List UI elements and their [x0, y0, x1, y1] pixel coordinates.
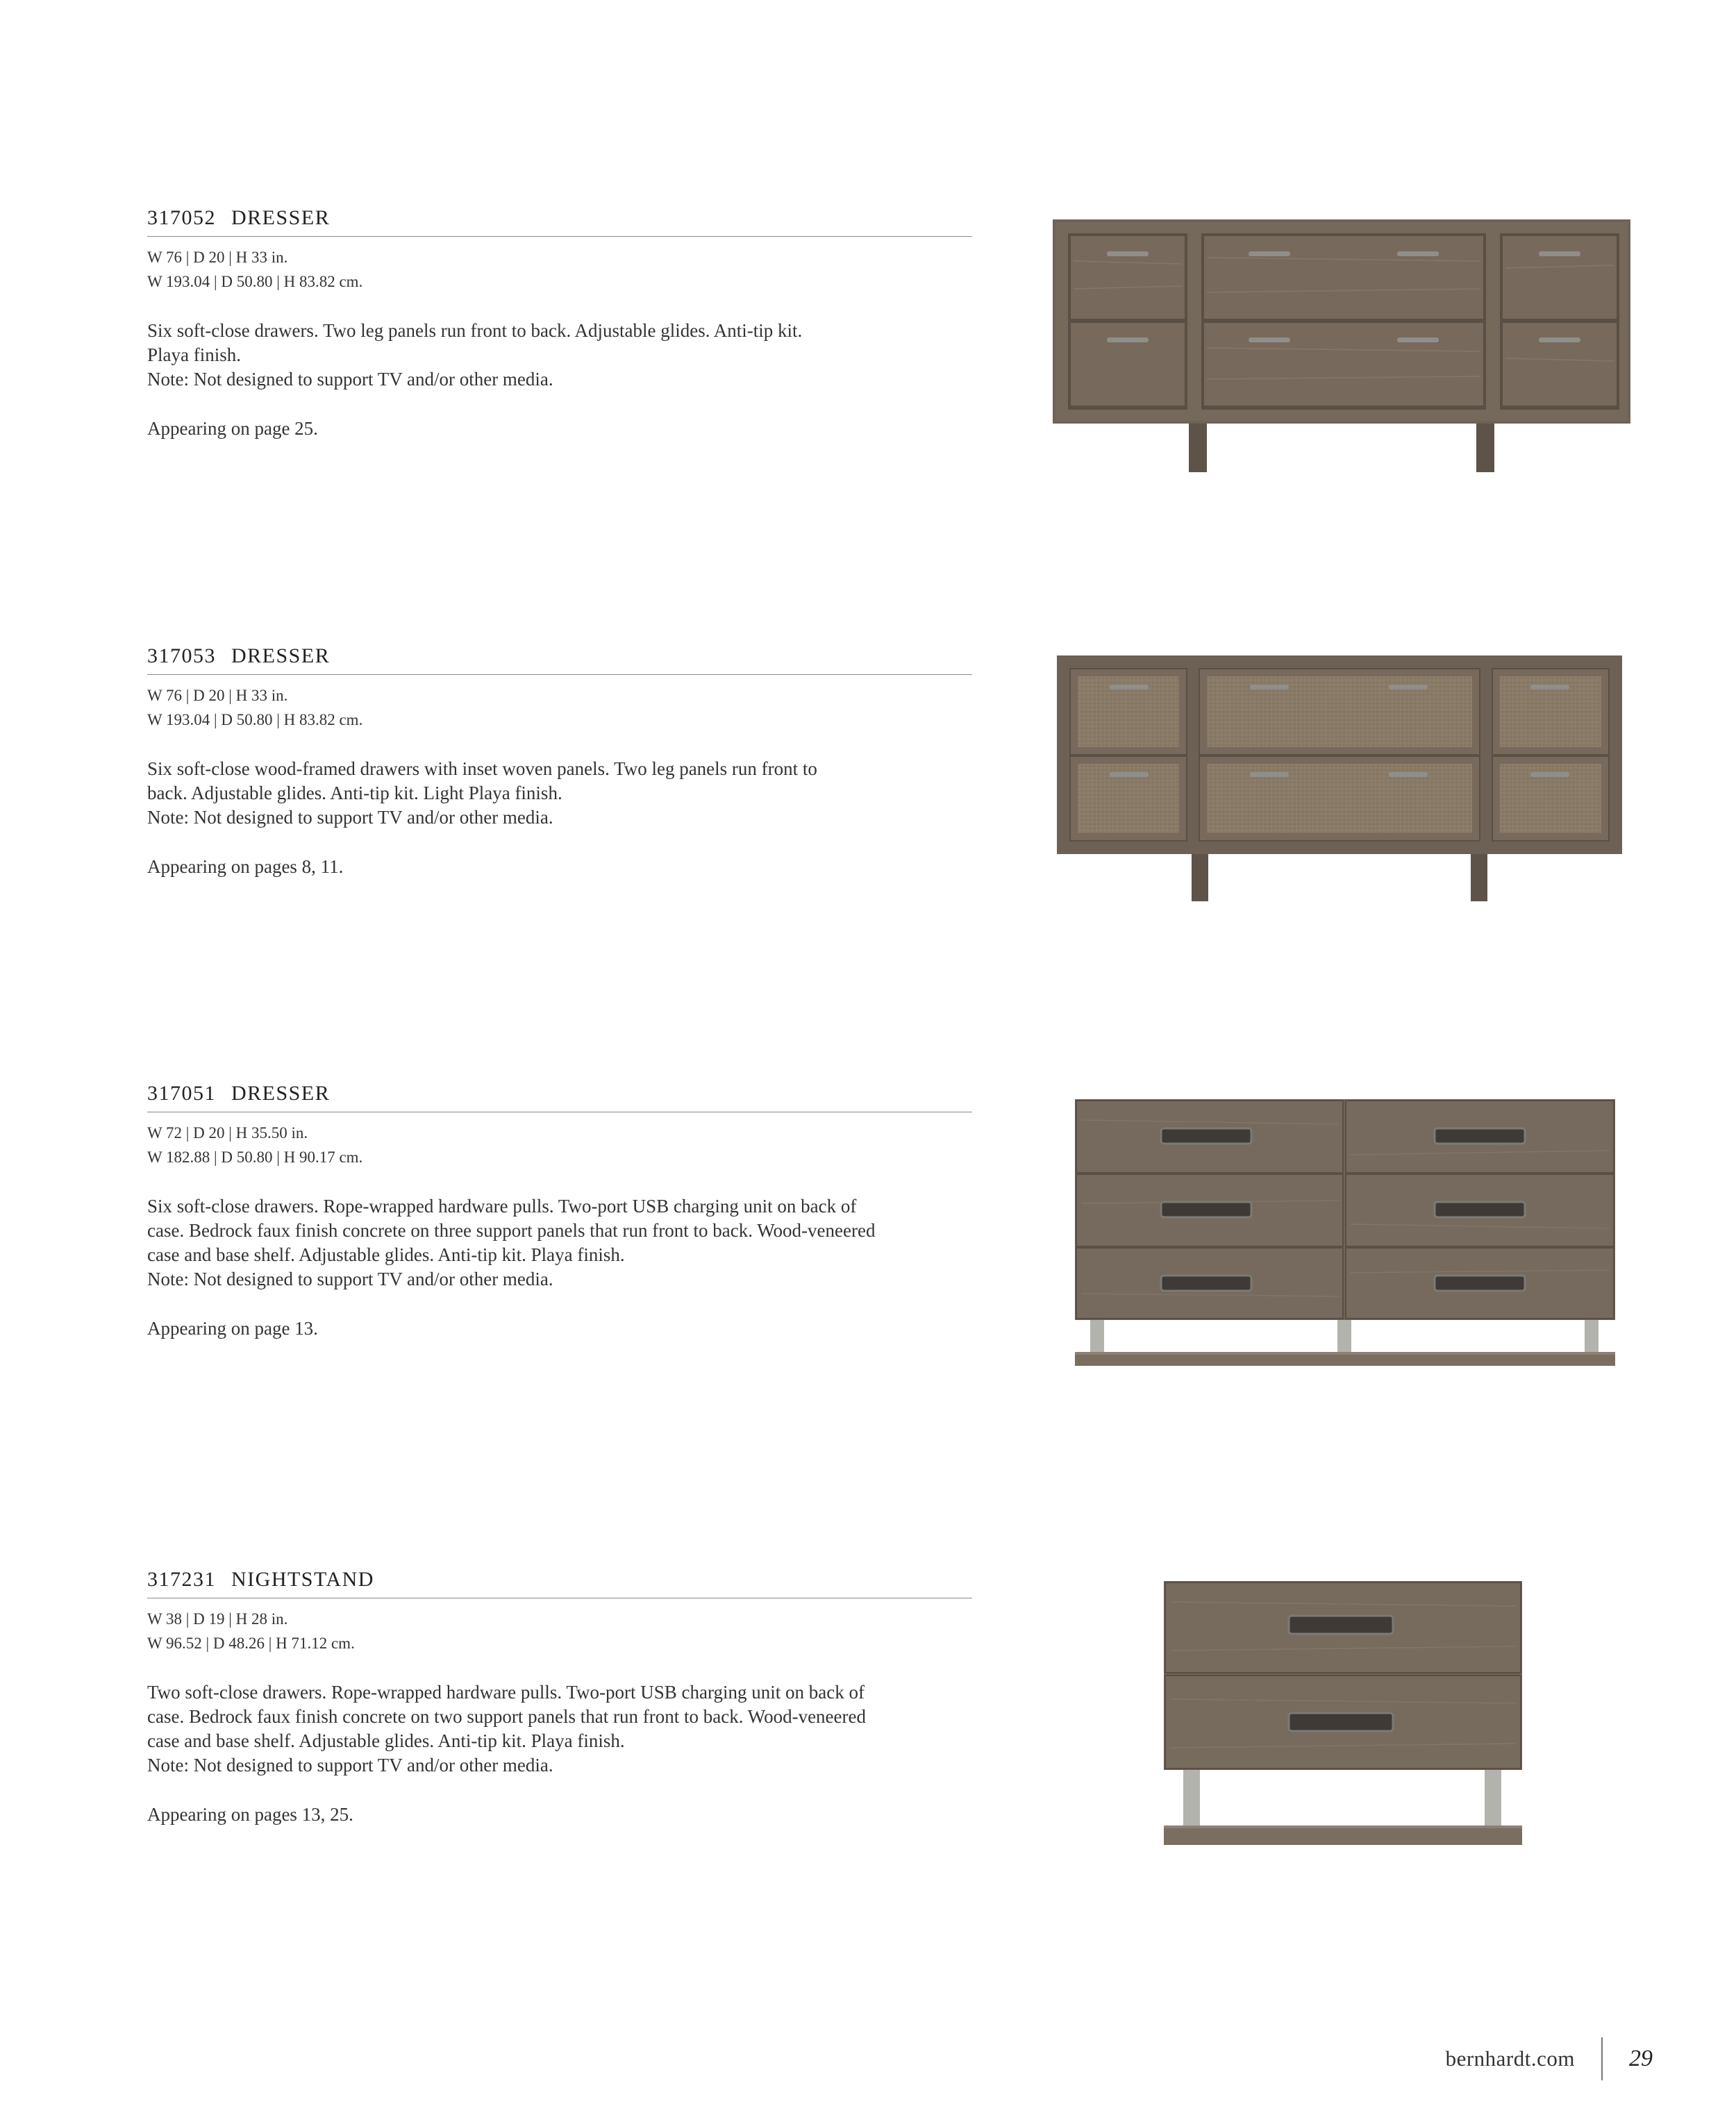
- appearing-on: Appearing on page 25.: [147, 418, 318, 439]
- product-code: 317231: [147, 1568, 216, 1591]
- footer-divider: [1601, 2037, 1603, 2080]
- product-image-dresser-317051: [1075, 1099, 1615, 1366]
- description-note: Note: Not designed to support TV and/or other media.: [147, 807, 553, 828]
- product-code: 317052: [147, 206, 216, 229]
- description-line: Two soft-close drawers. Rope-wrapped hardware pulls. Two-port USB charging unit on back of: [147, 1682, 865, 1703]
- product-image-nightstand-317231: [1164, 1581, 1522, 1845]
- product-title: [147, 1567, 972, 1598]
- product-description: [147, 319, 972, 392]
- description-line: case and base shelf. Adjustable glides. Anti-tip kit. Playa finish.: [147, 1730, 625, 1751]
- product-name: DRESSER: [231, 1082, 331, 1105]
- description-line: Playa finish.: [147, 344, 241, 365]
- product-title: [147, 1081, 972, 1112]
- product-info: [147, 1081, 972, 1341]
- dimensions-cm: W 182.88 | D 50.80 | H 90.17 cm.: [147, 1148, 363, 1166]
- product-info: [147, 206, 972, 441]
- product-name: NIGHTSTAND: [231, 1568, 374, 1591]
- product-dimensions: [147, 245, 972, 294]
- dimensions-inches: W 76 | D 20 | H 33 in.: [147, 687, 288, 704]
- website-link[interactable]: bernhardt.com: [1445, 2046, 1575, 2071]
- description-line: case and base shelf. Adjustable glides. Anti-tip kit. Playa finish.: [147, 1244, 625, 1265]
- product-name: DRESSER: [231, 644, 331, 667]
- dimensions-inches: W 72 | D 20 | H 35.50 in.: [147, 1124, 308, 1142]
- product-dimensions: [147, 683, 972, 732]
- appearing-on: Appearing on pages 13, 25.: [147, 1804, 353, 1825]
- appearing-on: Appearing on page 13.: [147, 1318, 318, 1339]
- dimensions-inches: W 38 | D 19 | H 28 in.: [147, 1610, 288, 1628]
- product-description: [147, 1194, 972, 1292]
- description-line: Six soft-close drawers. Rope-wrapped hardware pulls. Two-port USB charging unit on back of: [147, 1196, 857, 1217]
- product-dimensions: [147, 1607, 972, 1655]
- dimensions-cm: W 96.52 | D 48.26 | H 71.12 cm.: [147, 1635, 355, 1652]
- appearing-on: Appearing on pages 8, 11.: [147, 856, 344, 877]
- product-description: [147, 757, 972, 830]
- dimensions-cm: W 193.04 | D 50.80 | H 83.82 cm.: [147, 273, 363, 290]
- product-description: [147, 1680, 972, 1778]
- product-code: 317051: [147, 1082, 216, 1105]
- page-number: 29: [1629, 2046, 1653, 2071]
- dimensions-cm: W 193.04 | D 50.80 | H 83.82 cm.: [147, 711, 363, 728]
- product-title: [147, 206, 972, 237]
- product-dimensions: [147, 1121, 972, 1169]
- product-info: [147, 1567, 972, 1827]
- product-image-dresser-317053: [1057, 655, 1622, 901]
- product-code: 317053: [147, 644, 216, 667]
- product-image-dresser-317052: [1053, 219, 1630, 472]
- description-note: Note: Not designed to support TV and/or other media.: [147, 369, 553, 390]
- product-info: [147, 644, 972, 879]
- page-footer: [1446, 2035, 1653, 2083]
- dimensions-inches: W 76 | D 20 | H 33 in.: [147, 249, 288, 266]
- description-note: Note: Not designed to support TV and/or other media.: [147, 1269, 553, 1289]
- description-line: case. Bedrock faux finish concrete on two support panels that run front to back. Wood-veneered: [147, 1706, 866, 1727]
- product-name: DRESSER: [231, 206, 331, 229]
- product-title: [147, 644, 972, 675]
- description-line: Six soft-close drawers. Two leg panels run front to back. Adjustable glides. Anti-tip kit.: [147, 320, 803, 341]
- description-note: Note: Not designed to support TV and/or other media.: [147, 1755, 553, 1776]
- description-line: case. Bedrock faux finish concrete on three support panels that run front to back. Wood-veneered: [147, 1220, 876, 1241]
- description-line: Six soft-close wood-framed drawers with inset woven panels. Two leg panels run front to: [147, 758, 817, 779]
- description-line: back. Adjustable glides. Anti-tip kit. Light Playa finish.: [147, 783, 562, 803]
